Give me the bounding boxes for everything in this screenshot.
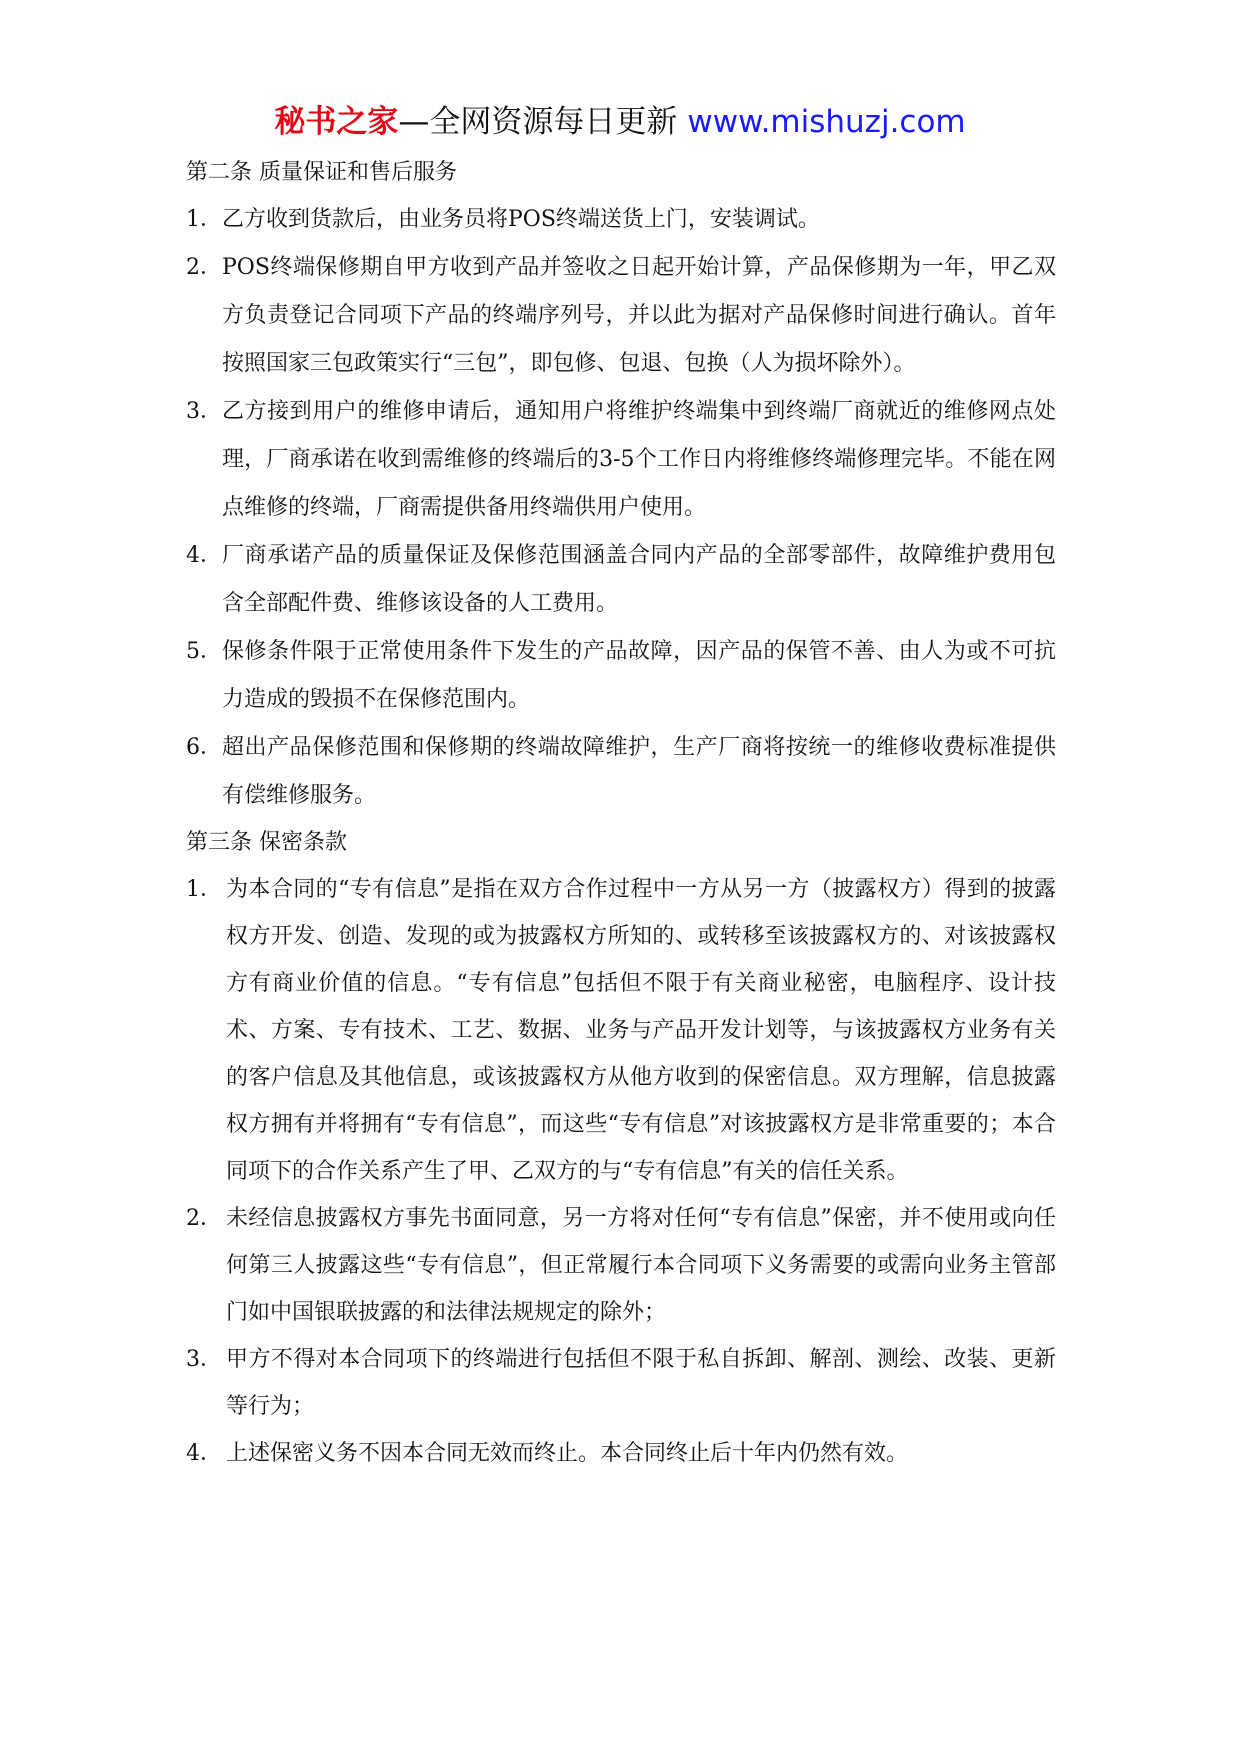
item-text: 乙方接到用户的维修申请后，通知用户将维护终端集中到终端厂商就近的维修网点处理，厂商承诺在收到需维修的终端后的3-5个工作日内将维修终端修理完毕。不能在网点维修的终端，厂商需提供备用终端供用户使用。 — [222, 399, 1056, 520]
item-text: 未经信息披露权方事先书面同意，另一方将对任何“专有信息”保密，并不使用或向任何第三人披露这些“专有信息”，但正常履行本合同项下义务需要的或需向业务主管部门如中国银联披露的和法律法规规定的除外； — [226, 1206, 1056, 1325]
item-text: 为本合同的“专有信息”是指在双方合作过程中一方从另一方（披露权方）得到的披露权方开发、创造、发现的或为披露权方所知的、或转移至该披露权方的、对该披露权方有商业价值的信息。“专有信息”包括但不限于有关商业秘密，电脑程序、设计技术、方案、专有技术、工艺、数据、业务与产品开发计划等，与该披露权方业务有关的客户信息及其他信息，或该披露权方从他方收到的保密信息。双方理解，信息披露权方拥有并将拥有“专有信息”，而这些“专有信息”对该披露权方是非常重要的；本合同项下的合作关系产生了甲、乙双方的与“专有信息”有关的信任关系。 — [226, 877, 1056, 1184]
section-quality-warranty — [186, 150, 1056, 820]
item-number: 1． — [186, 207, 222, 232]
section-heading: 第三条 保密条款 — [186, 830, 347, 855]
list-item — [186, 532, 1056, 628]
item-number: 4． — [186, 1441, 222, 1466]
item-text: 甲方不得对本合同项下的终端进行包括但不限于私自拆卸、解剖、测绘、改装、更新等行为； — [226, 1347, 1056, 1419]
item-number: 3． — [186, 1347, 222, 1372]
item-text: POS终端保修期自甲方收到产品并签收之日起开始计算，产品保修期为一年，甲乙双方负责登记合同项下产品的终端序列号，并以此为据对产品保修时间进行确认。首年按照国家三包政策实行“三包”，即包修、包退、包换（人为损坏除外）。 — [222, 255, 1056, 376]
item-number: 6． — [186, 735, 222, 760]
list-item — [186, 628, 1056, 724]
banner-brand: 秘书之家 — [274, 104, 399, 140]
list-item — [186, 1430, 1056, 1477]
item-number: 3． — [186, 399, 222, 424]
item-text: 上述保密义务不因本合同无效而终止。本合同终止后十年内仍然有效。 — [226, 1441, 909, 1466]
item-number: 2． — [186, 1206, 222, 1231]
item-number: 4． — [186, 543, 222, 568]
item-text: 厂商承诺产品的质量保证及保修范围涵盖合同内产品的全部零部件，故障维护费用包含全部配件费、维修该设备的人工费用。 — [222, 543, 1056, 616]
list-item — [186, 244, 1056, 388]
list-item — [186, 1195, 1056, 1336]
document-body — [186, 150, 1056, 1477]
list-item — [186, 388, 1056, 532]
item-number: 1． — [186, 877, 222, 902]
item-number: 5． — [186, 639, 222, 664]
item-text: 超出产品保修范围和保修期的终端故障维护，生产厂商将按统一的维修收费标准提供有偿维修服务。 — [222, 735, 1056, 808]
section-confidentiality — [186, 820, 1056, 1477]
list-item — [186, 196, 1056, 244]
item-number: 2． — [186, 255, 222, 280]
list-item — [186, 724, 1056, 820]
banner-url-link[interactable]: www.mishuzj.com — [687, 104, 966, 140]
item-text: 乙方收到货款后，由业务员将POS终端送货上门，安装调试。 — [222, 207, 820, 232]
section-heading: 第二条 质量保证和售后服务 — [186, 160, 457, 185]
list-item — [186, 1336, 1056, 1430]
banner-tagline: —全网资源每日更新 — [398, 104, 678, 140]
site-banner — [0, 100, 1240, 144]
list-item — [186, 866, 1056, 1195]
item-text: 保修条件限于正常使用条件下发生的产品故障，因产品的保管不善、由人为或不可抗力造成的毁损不在保修范围内。 — [222, 639, 1056, 712]
